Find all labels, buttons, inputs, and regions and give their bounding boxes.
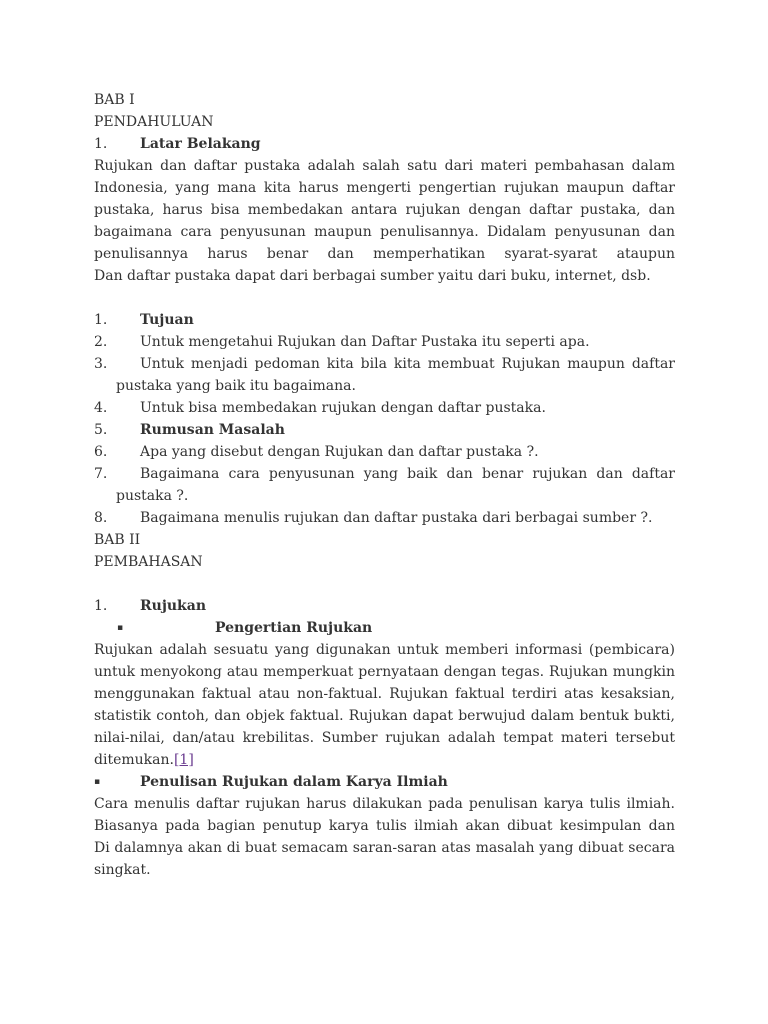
list-number: 1.: [94, 136, 108, 152]
chapter-subtitle: PENDAHULUAN: [94, 114, 214, 130]
list-item-continuation: pustaka ?.: [116, 488, 189, 504]
paragraph-line: Dan daftar pustaka dapat dari berbagai sumber yaitu dari buku, internet, dsb.: [94, 268, 651, 284]
chapter-title: BAB II: [94, 532, 141, 548]
list-number: 1.: [94, 312, 108, 328]
paragraph-line: Di dalamnya akan di buat semacam saran-saran atas masalah yang dibuat secara: [94, 840, 675, 856]
paragraph-line: Rujukan adalah sesuatu yang digunakan untuk memberi informasi (pembicara): [94, 642, 675, 658]
list-item-continuation: pustaka yang baik itu bagaimana.: [116, 378, 356, 394]
paragraph-line: statistik contoh, dan objek faktual. Rujukan dapat berwujud dalam bentuk bukti,: [94, 708, 675, 724]
list-number: 4.: [94, 400, 108, 416]
subsection-heading: Penulisan Rujukan dalam Karya Ilmiah: [140, 774, 448, 790]
paragraph-line: untuk menyokong atau memperkuat pernyataan dengan tegas. Rujukan mungkin: [94, 664, 675, 680]
list-item-text: Untuk bisa membedakan rujukan dengan daftar pustaka.: [140, 400, 546, 416]
paragraph-line: Biasanya pada bagian penutup karya tulis ilmiah akan dibuat kesimpulan dan: [94, 818, 675, 834]
bullet-icon: ▪: [94, 777, 101, 787]
section-heading: Latar Belakang: [140, 136, 261, 152]
section-rumusan-masalah: [94, 419, 675, 441]
footnote-link[interactable]: [1]: [173, 752, 194, 768]
paragraph-text: ditemukan.: [94, 752, 174, 768]
list-number: 5.: [94, 422, 108, 438]
list-item: [94, 331, 675, 353]
bullet-icon: ▪: [117, 623, 124, 633]
list-item: [94, 353, 675, 375]
paragraph-line: bagaimana cara penyusunan maupun penulisannya. Didalam penyusunan dan: [94, 224, 675, 240]
list-item-text: Bagaimana cara penyusunan yang baik dan benar rujukan dan daftar: [140, 466, 675, 482]
paragraph-line: pustaka, harus bisa membedakan antara rujukan dengan daftar pustaka, dan: [94, 202, 675, 218]
subsection-heading: Pengertian Rujukan: [215, 620, 373, 636]
subsection-pengertian-rujukan: [94, 617, 675, 639]
list-item-text: Untuk mengetahui Rujukan dan Daftar Pustaka itu seperti apa.: [140, 334, 590, 350]
paragraph-line: menggunakan faktual atau non-faktual. Rujukan faktual terdiri atas kesaksian,: [94, 686, 675, 702]
paragraph-line: Indonesia, yang mana kita harus mengerti pengertian rujukan maupun daftar: [94, 180, 675, 196]
section-heading: Rumusan Masalah: [140, 422, 285, 438]
list-number: 6.: [94, 444, 108, 460]
paragraph-line: Cara menulis daftar rujukan harus dilakukan pada penulisan karya tulis ilmiah.: [94, 796, 675, 812]
section-heading: Tujuan: [140, 312, 194, 328]
paragraph-line: singkat.: [94, 862, 151, 878]
list-number: 3.: [94, 356, 108, 372]
list-item: [94, 397, 675, 419]
chapter-title: BAB I: [94, 92, 135, 108]
list-item-text: Untuk menjadi pedoman kita bila kita membuat Rujukan maupun daftar: [140, 356, 675, 372]
paragraph-line: nilai-nilai, dan/atau krebilitas. Sumber rujukan adalah tempat materi tersebut: [94, 730, 675, 746]
list-number: 7.: [94, 466, 108, 482]
section-heading: Rujukan: [140, 598, 207, 614]
paragraph-line-last: [94, 749, 194, 771]
list-number: 1.: [94, 598, 108, 614]
paragraph-line: penulisannya harus benar dan memperhatikan syarat-syarat ataupun: [94, 246, 675, 262]
list-item-text: Bagaimana menulis rujukan dan daftar pustaka dari berbagai sumber ?.: [140, 510, 653, 526]
list-item: [94, 507, 675, 529]
list-item: [94, 463, 675, 485]
paragraph-line: Rujukan dan daftar pustaka adalah salah satu dari materi pembahasan dalam: [94, 158, 675, 174]
section-latar-belakang: [94, 133, 675, 155]
chapter-subtitle: PEMBAHASAN: [94, 554, 203, 570]
list-item-text: Apa yang disebut dengan Rujukan dan daftar pustaka ?.: [140, 444, 539, 460]
section-tujuan: [94, 309, 675, 331]
subsection-penulisan-rujukan: [94, 771, 675, 793]
section-rujukan: [94, 595, 675, 617]
list-number: 8.: [94, 510, 108, 526]
list-item: [94, 441, 675, 463]
list-number: 2.: [94, 334, 108, 350]
